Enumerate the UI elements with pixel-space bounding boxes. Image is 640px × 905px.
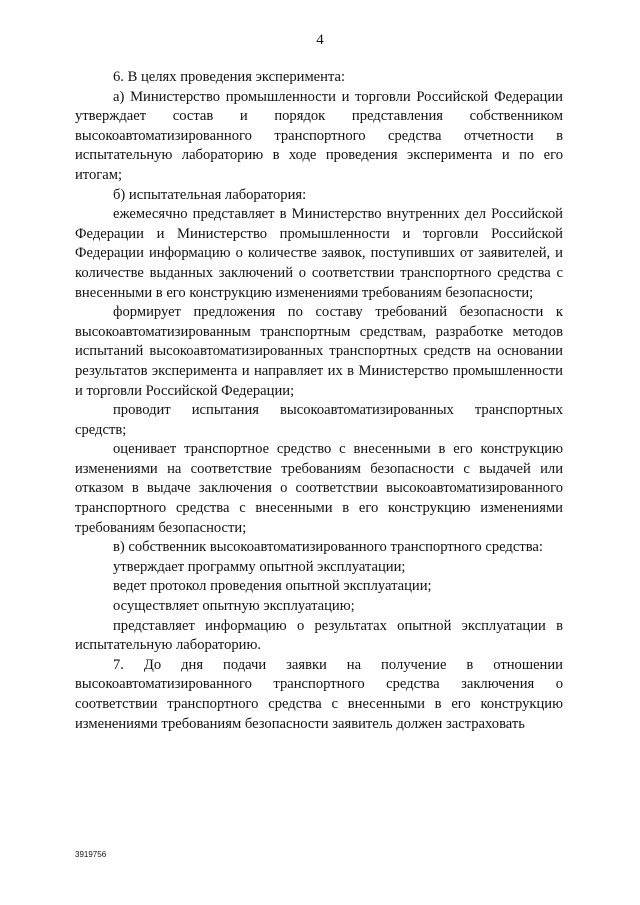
paragraph-6b-intro: б) испытательная лаборатория: bbox=[113, 186, 307, 203]
paragraph-6a: а) Министерство промышленности и торговли Российской Федерации утверждает состав и порядок представления собственником высокоавтоматизированного транспортного средства отчетности в испытательную лабораторию в ходе проведения эксперимента и по его итогам; bbox=[75, 88, 563, 183]
paragraph-6c-operation: осуществляет опытную эксплуатацию; bbox=[113, 598, 355, 615]
paragraph-6b-proposals: формирует предложения по составу требований безопасности к высокоавтоматизированным транспортным средствам, разработке методов испытаний высокоавтоматизированных транспортных средств на основании результатов эксперимента и направляет их в Министерство промышленности и торговли Российской Федерации; bbox=[75, 304, 563, 399]
paragraph-6b-monthly: ежемесячно представляет в Министерство внутренних дел Российской Федерации и Министерство промышленности и торговли Российской Федерации информацию о количестве заявок, поступивших от заявителей, и количестве выданных заключений о соответствии транспортного средства с внесенными в его конструкцию изменениями требованиям безопасности; bbox=[75, 206, 563, 301]
paragraph-6-intro: 6. В целях проведения эксперимента: bbox=[113, 69, 346, 85]
paragraph-6b-evaluation: оценивает транспортное средство с внесенными в его конструкцию изменениями на соответствие требованиям безопасности с выдачей или отказом в выдаче заключения о соответствии высокоавтоматизированного транспортного средства с внесенными в его конструкцию изменениями требованиям безопасности; bbox=[75, 441, 563, 536]
paragraph-6c-intro: в) собственник высокоавтоматизированного транспортного средства: bbox=[113, 539, 543, 556]
paragraph-6c-report: представляет информацию о результатах опытной эксплуатации в испытательную лабораторию. bbox=[75, 617, 563, 654]
paragraph-6c-program: утверждает программу опытной эксплуатации; bbox=[113, 558, 406, 575]
document-code: 3919756 bbox=[75, 850, 107, 859]
paragraph-7: 7. До дня подачи заявки на получение в отношении высокоавтоматизированного транспортного средства заключения о соответствии транспортного средства с внесенными в его конструкцию изменениями требованиям безопасности заявитель должен застраховать bbox=[75, 656, 563, 732]
paragraph-6c-protocol: ведет протокол проведения опытной эксплуатации; bbox=[113, 578, 432, 595]
document-body bbox=[75, 68, 563, 734]
page-number: 4 bbox=[316, 32, 324, 48]
paragraph-6b-testing: проводит испытания высокоавтоматизированных транспортных средств; bbox=[75, 402, 563, 438]
